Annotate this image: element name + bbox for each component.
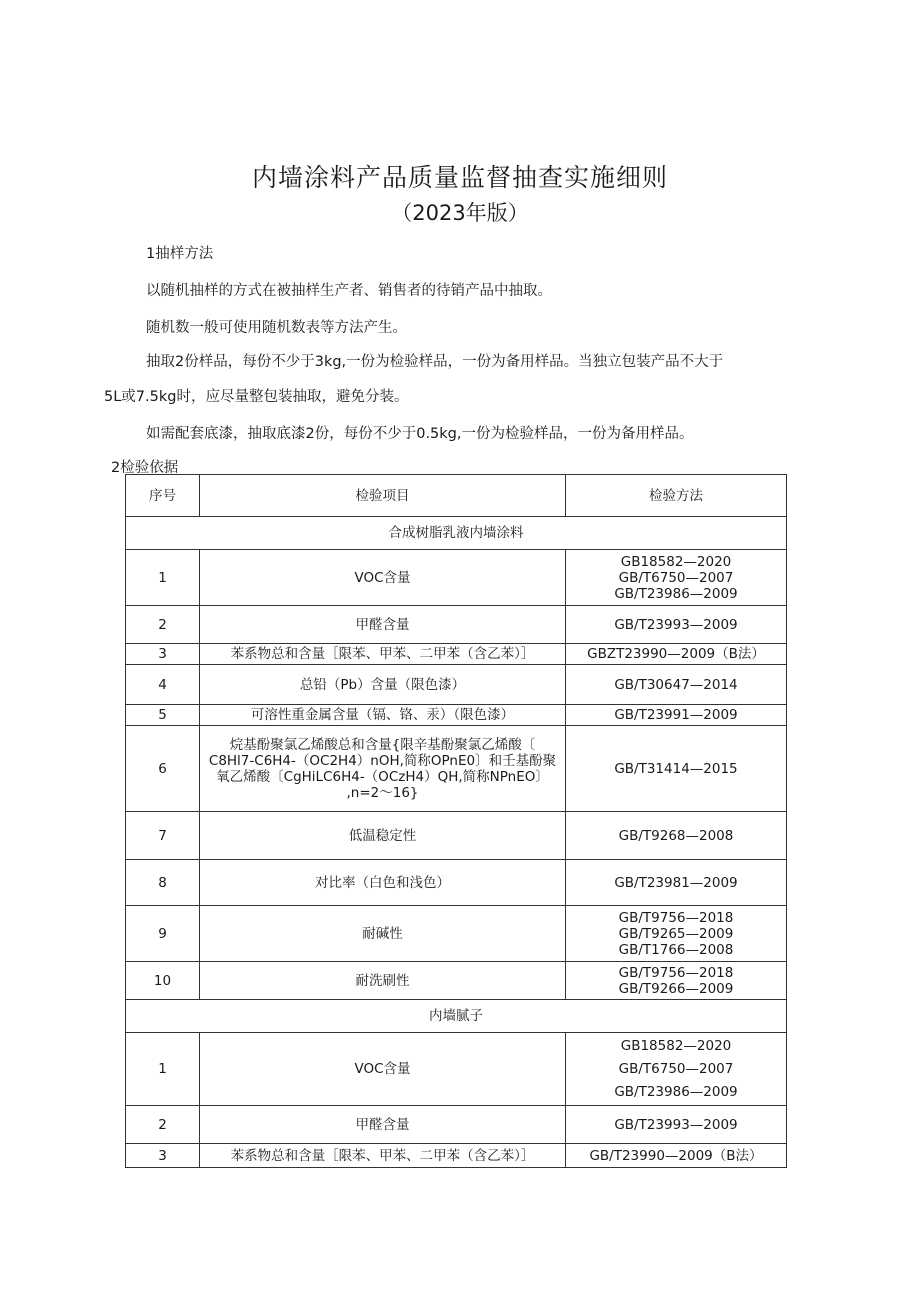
- item-line: 烷基酚聚氯乙烯酸总和含量{限辛基酚聚氯乙烯酸〔: [229, 736, 536, 753]
- paragraph-sample-quantity: 抽取2份样品，每份不少于3kg,一份为检验样品，一份为备用样品。当独立包装产品不大于: [146, 354, 724, 370]
- item-line: 氧乙烯酸〔CgHiLC6H4-（OCzH4）QH,简称NPnEO〕: [216, 768, 549, 785]
- method-line: GB18582—2020: [620, 1037, 732, 1054]
- row-method: GB/T30647—2014: [566, 665, 787, 705]
- row-item: 甲醛含量: [200, 1106, 566, 1144]
- row-method: GB/T23991—2009: [566, 705, 787, 726]
- paragraph-sampling-method: 以随机抽样的方式在被抽样生产者、销售者的待销产品中抽取。: [146, 283, 552, 299]
- row-method: GB/T23990—2009（B法）: [566, 1144, 787, 1168]
- method-line: GB/T6750—2007: [618, 1060, 734, 1077]
- method-line: GB/T23986—2009: [614, 585, 738, 602]
- table-row: [126, 1033, 787, 1106]
- row-item: [200, 726, 566, 812]
- paragraph-random-numbers: 随机数一般可使用随机数表等方法产生。: [146, 320, 407, 336]
- method-line: GB/T6750—2007: [618, 569, 734, 586]
- row-item: VOC含量: [200, 550, 566, 606]
- section-label: 合成树脂乳液内墙涂料: [126, 517, 787, 550]
- table-row: [126, 550, 787, 606]
- row-item: VOC含量: [200, 1033, 566, 1106]
- row-no: 1: [126, 550, 200, 606]
- table-row: [126, 1144, 787, 1168]
- row-item: 苯系物总和含量［限苯、甲苯、二甲苯（含乙苯）］: [200, 1144, 566, 1168]
- header-no: 序号: [126, 475, 200, 517]
- row-method: [566, 1033, 787, 1106]
- method-line: GB/T23986—2009: [614, 1083, 738, 1100]
- inspection-table: [125, 474, 787, 1168]
- header-method: 检验方法: [566, 475, 787, 517]
- row-no: 1: [126, 1033, 200, 1106]
- row-no: 3: [126, 644, 200, 665]
- method-line: GB/T9265—2009: [618, 925, 734, 942]
- method-line: GB18582—2020: [620, 553, 732, 570]
- row-item: 可溶性重金属含量（镉、铬、汞）（限色漆）: [200, 705, 566, 726]
- row-item: 耐碱性: [200, 906, 566, 962]
- item-line: C8Hl7-C6H4-（OC2H4）nOH,简称OPnE0〕和壬基酚聚: [208, 752, 557, 769]
- table-row: [126, 962, 787, 1000]
- section-label: 内墙腻子: [126, 1000, 787, 1033]
- table-row: [126, 726, 787, 812]
- row-no: 5: [126, 705, 200, 726]
- table-row: [126, 860, 787, 906]
- row-no: 6: [126, 726, 200, 812]
- row-no: 9: [126, 906, 200, 962]
- paragraph-sample-quantity-cont: 5L或7.5kg时，应尽量整包装抽取，避免分装。: [104, 389, 409, 405]
- section-row-latex-paint: [126, 517, 787, 550]
- table-row: [126, 812, 787, 860]
- row-method: GB/T9268—2008: [566, 812, 787, 860]
- row-item: 总铅（Pb）含量（限色漆）: [200, 665, 566, 705]
- row-method: GB/T31414—2015: [566, 726, 787, 812]
- table-row: [126, 606, 787, 644]
- row-no: 10: [126, 962, 200, 1000]
- row-method: GB/T23993—2009: [566, 1106, 787, 1144]
- section-row-putty: [126, 1000, 787, 1033]
- row-no: 3: [126, 1144, 200, 1168]
- row-method: [566, 962, 787, 1000]
- row-item: 对比率（白色和浅色）: [200, 860, 566, 906]
- table-row: [126, 644, 787, 665]
- method-line: GB/T1766—2008: [618, 941, 734, 958]
- row-no: 2: [126, 1106, 200, 1144]
- table-row: [126, 705, 787, 726]
- row-method: [566, 550, 787, 606]
- table-row: [126, 665, 787, 705]
- row-item: 苯系物总和含量［限苯、甲苯、二甲苯（含乙苯）］: [200, 644, 566, 665]
- method-line: GB/T9266—2009: [618, 980, 734, 997]
- row-method: GBZT23990—2009（B法）: [566, 644, 787, 665]
- document-subtitle: （2023年版）: [391, 201, 529, 225]
- row-no: 2: [126, 606, 200, 644]
- row-no: 7: [126, 812, 200, 860]
- table-row: [126, 1106, 787, 1144]
- table-row: [126, 906, 787, 962]
- item-line: ,n=2～16}: [346, 784, 419, 801]
- row-no: 8: [126, 860, 200, 906]
- table-header-row: [126, 475, 787, 517]
- row-method: GB/T23981—2009: [566, 860, 787, 906]
- method-line: GB/T9756—2018: [618, 909, 734, 926]
- row-method: [566, 906, 787, 962]
- row-method: GB/T23993—2009: [566, 606, 787, 644]
- row-item: 甲醛含量: [200, 606, 566, 644]
- document-title: 内墙涂料产品质量监督抽查实施细则: [251, 163, 668, 192]
- section-1-heading: 1抽样方法: [146, 246, 214, 262]
- row-item: 低温稳定性: [200, 812, 566, 860]
- row-no: 4: [126, 665, 200, 705]
- section-2-heading: 2检验依据: [111, 460, 179, 476]
- paragraph-primer: 如需配套底漆，抽取底漆2份，每份不少于0.5kg,一份为检验样品，一份为备用样品。: [146, 426, 694, 442]
- method-line: GB/T9756—2018: [618, 964, 734, 981]
- header-item: 检验项目: [200, 475, 566, 517]
- row-item: 耐洗刷性: [200, 962, 566, 1000]
